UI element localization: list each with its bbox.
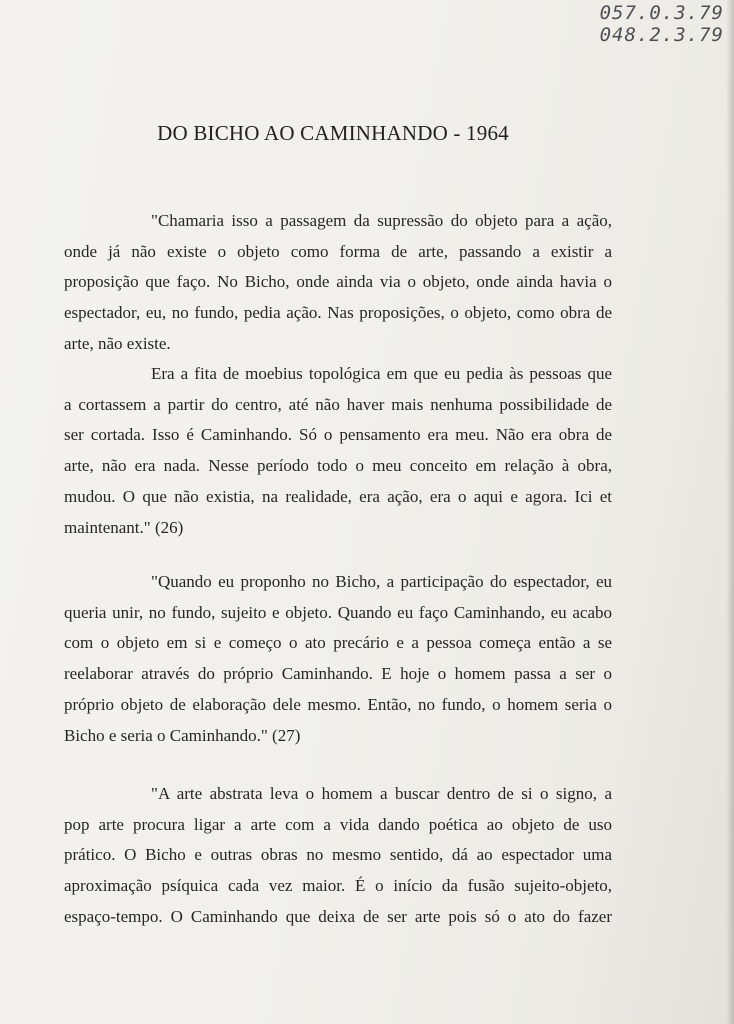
text-line: arte, não era nada. Nesse período todo o meu conceito em relação à obra, bbox=[64, 456, 612, 476]
text-line: reelaborar através do próprio Caminhando. E hoje o homem passa a ser o bbox=[64, 664, 612, 684]
text-line: "Chamaria isso a passagem da supressão do objeto para a ação, bbox=[151, 211, 612, 230]
text-line: pop arte procura ligar a arte com a vida dando poética ao objeto de uso bbox=[64, 814, 612, 834]
text-line: queria unir, no fundo, sujeito e objeto. Quando eu faço Caminhando, eu acabo bbox=[64, 602, 612, 622]
paragraph bbox=[64, 779, 612, 933]
handwritten-annotation: 057.0.3.79 bbox=[599, 2, 724, 24]
paragraph bbox=[64, 359, 612, 543]
text-line: arte, não existe. bbox=[64, 333, 171, 353]
text-line: Era a fita de moebius topológica em que eu pedia às pessoas que bbox=[151, 364, 612, 383]
text-line: mudou. O que não existia, na realidade, era ação, era o aqui e agora. Ici et bbox=[64, 486, 612, 506]
text-line: maintenant." (26) bbox=[64, 517, 184, 537]
paragraph bbox=[64, 206, 612, 360]
page-title: DO BICHO AO CAMINHANDO - 1964 bbox=[157, 121, 509, 145]
text-line: a cortassem a partir do centro, até não haver mais nenhuma possibilidade de bbox=[64, 394, 612, 414]
handwritten-annotation: 048.2.3.79 bbox=[599, 24, 724, 46]
text-line: espectador, eu, no fundo, pedia ação. Nas proposições, o objeto, como obra de bbox=[64, 303, 612, 323]
text-line: proposição que faço. No Bicho, onde ainda via o objeto, onde ainda havia o bbox=[64, 272, 612, 292]
text-line: prático. O Bicho e outras obras no mesmo sentido, dá ao espectador uma bbox=[64, 845, 612, 865]
text-line: ser cortada. Isso é Caminhando. Só o pensamento era meu. Não era obra de bbox=[64, 425, 612, 445]
paragraph bbox=[64, 567, 612, 751]
text-line: "A arte abstrata leva o homem a buscar dentro de si o signo, a bbox=[151, 784, 612, 803]
text-line: "Quando eu proponho no Bicho, a participação do espectador, eu bbox=[151, 572, 612, 591]
text-line: próprio objeto de elaboração dele mesmo. Então, no fundo, o homem seria o bbox=[64, 694, 612, 714]
text-line: com o objeto em si e começo o ato precário e a pessoa começa então a se bbox=[64, 633, 612, 653]
text-line: espaço-tempo. O Caminhando que deixa de ser arte pois só o ato do fazer bbox=[64, 906, 612, 926]
text-line: Bicho e seria o Caminhando." (27) bbox=[64, 725, 301, 745]
text-line: onde já não existe o objeto como forma de arte, passando a existir a bbox=[64, 241, 612, 261]
text-line: aproximação psíquica cada vez maior. É o início da fusão sujeito-objeto, bbox=[64, 876, 612, 896]
